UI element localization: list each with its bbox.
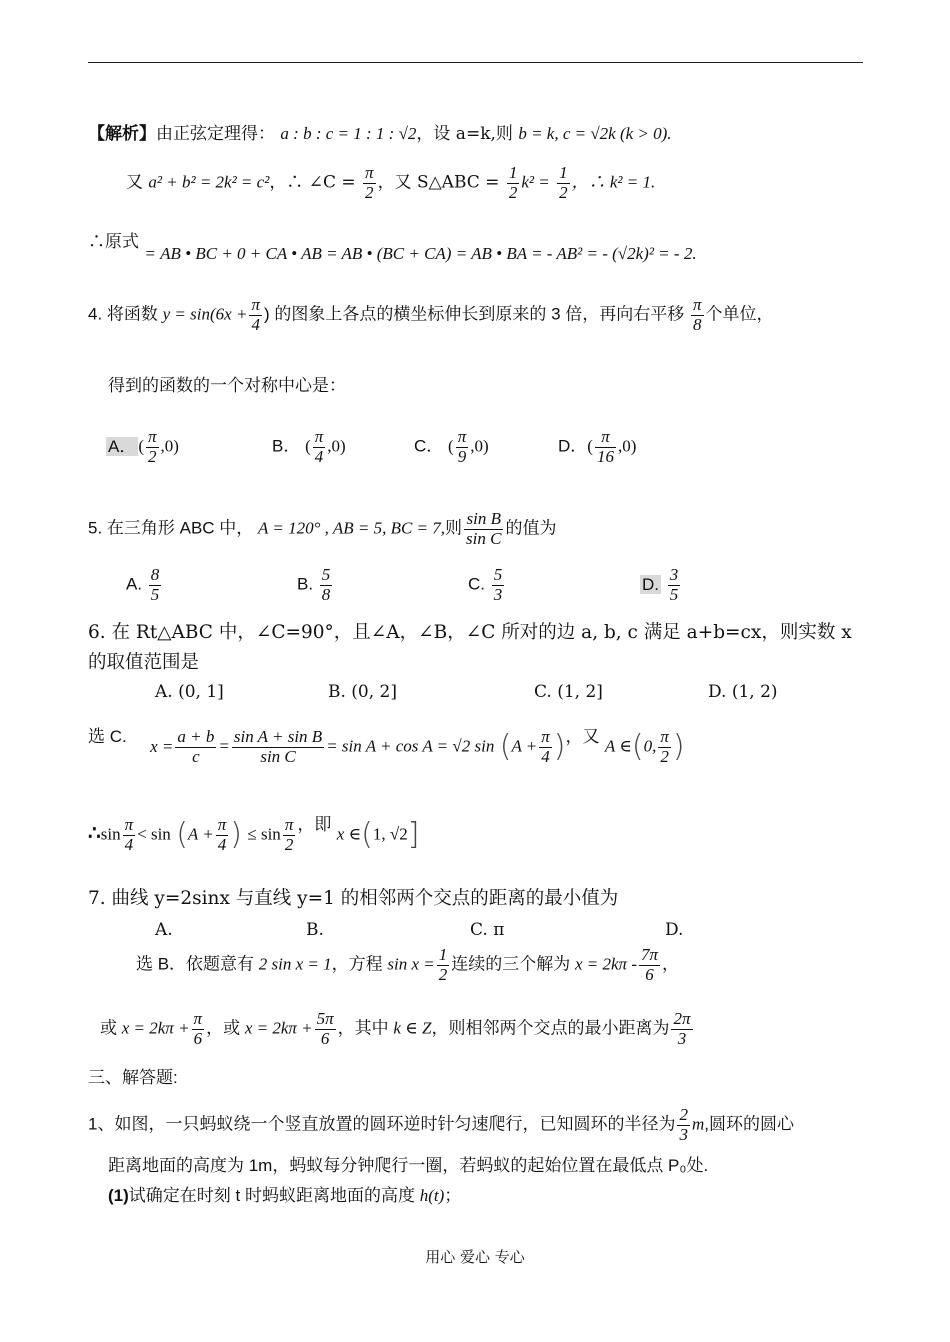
q6-also: ，又 <box>565 726 600 747</box>
th-interval: 1, √2 <box>372 824 408 844</box>
paren-right: ) <box>553 729 566 765</box>
q5-sin-frac: $\frac{\text{sin B}}{\text{sin C}}$ <box>466 509 502 548</box>
option-label: A. <box>126 574 143 594</box>
q6-pi2: $\frac{\pi}{2}$ <box>660 727 669 766</box>
q7-half: $\frac{1}{2}$ <box>438 945 448 984</box>
q4-option-b: B． ( $\frac{\pi}{4}$ ,0) <box>272 427 346 466</box>
area-text: ，又 S△ABC = <box>377 172 500 193</box>
q7-then: ，则相邻两个交点的最小距离为 <box>431 1018 670 1038</box>
q4-stem-b: ) 的图象上各点的横坐标伸长到原来的 3 倍，再向右平移 <box>263 304 685 324</box>
paren-left: ( <box>631 729 644 765</box>
th-pi4: $\frac{\pi}{4}$ <box>124 815 134 854</box>
q7-or2: ，或 <box>206 1018 241 1038</box>
part1-end: ； <box>444 1186 462 1205</box>
q7-option-d: D. <box>665 920 684 940</box>
radius-frac: $\frac{2}{3}$ <box>679 1105 688 1144</box>
half-frac: $\frac{1}{2}$ <box>559 163 568 202</box>
q4-option-a: A． ( $\frac{\pi}{2}$ ,0) <box>108 427 179 466</box>
also-text: 又 <box>126 172 143 193</box>
option-frac: $\frac{\pi}{4}$ <box>314 427 324 466</box>
s3-q1-part1 <box>108 1186 461 1206</box>
q7-option-b: B. <box>306 920 324 940</box>
q6-option-d: D. (1, 2) <box>708 682 778 702</box>
th-pi2: $\frac{\pi}{2}$ <box>284 815 294 854</box>
q6-stem-line1: 6. 在 Rt△ABC 中，∠C=90°，且∠A，∠B，∠C 所对的边 a, b, c 满足 a+b=cx，则实数 x <box>88 622 852 643</box>
th-pi4-b: $\frac{\pi}{4}$ <box>217 815 227 854</box>
option-label: A． <box>108 436 137 456</box>
q7-5pi6: $\frac{5\pi}{6}$ <box>316 1009 334 1048</box>
h-of-t: h(t) <box>419 1186 445 1205</box>
header-rule <box>88 62 863 63</box>
pythag-math: a² + b² = 2k² = c² <box>148 172 270 192</box>
option-frac: $\frac{\pi}{2}$ <box>148 427 157 466</box>
q7-7pi6: $\frac{7\pi}{6}$ <box>640 945 659 984</box>
paren-left: ( <box>499 729 512 765</box>
le-sin: ≤ sin <box>247 824 281 844</box>
option-frac: $\frac{5}{8}$ <box>321 565 331 604</box>
section-title: 三、解答题: <box>88 1068 178 1087</box>
option-frac: $\frac{5}{3}$ <box>493 565 503 604</box>
q4-stem-c: 个单位， <box>705 304 774 324</box>
th-x-in: x ∈ <box>336 824 362 844</box>
q6-stem-line2: 的取值范围是 <box>88 652 200 673</box>
q5-math: A = 120° , AB = 5, BC = 7, <box>258 518 446 538</box>
q7-sol-c: 连续的三个解为 <box>451 954 571 974</box>
q4-stem-a: 4. 将函数 <box>88 304 158 324</box>
q4-func: y = sin(6x + <box>162 304 248 324</box>
paren-right: ) <box>230 817 242 853</box>
q6-eq: = <box>218 736 230 756</box>
q7-where: ，其中 <box>337 1018 389 1038</box>
pi-over-2-frac: $\frac{\pi}{2}$ <box>365 163 374 202</box>
meter-unit: m <box>691 1114 705 1134</box>
q7-l2-m1: x = 2kπ + <box>121 1018 190 1038</box>
q4-option-c: C． ( $\frac{\pi}{9}$ ,0) <box>414 427 489 466</box>
bracket-right: ] <box>407 817 420 853</box>
analysis-line-1 <box>88 124 672 144</box>
q4-pi8-frac: $\frac{\pi}{8}$ <box>693 295 702 334</box>
q6-rest: = sin A + cos A = √2 sin <box>326 736 495 756</box>
q7-k-in-z: k ∈ Z <box>393 1018 432 1038</box>
q6-f2: $\frac{\text{sin A + sin B}}{\text{sin C}}$ <box>233 727 323 766</box>
q5-option-a <box>126 566 163 604</box>
k2-eq: k² = <box>521 172 550 192</box>
q7-stem: 7. 曲线 y=2sinx 与直线 y=1 的相邻两个交点的距离的最小值为 <box>88 888 619 909</box>
part1-text: 试确定在时刻 t 时蚂蚁距离地面的高度 <box>128 1186 415 1205</box>
s3-q1-b: ,圆环的圆心 <box>704 1114 794 1134</box>
therefore-c: ，∴ ∠C = <box>269 172 356 193</box>
q6-a-in: A ∈ <box>604 736 632 756</box>
paren-left: ( <box>361 817 373 853</box>
q6-f1: $\frac{a + b}{c}$ <box>177 727 215 766</box>
q6-option-a: A. (0, 1] <box>155 682 224 702</box>
q7-option-c: C. π <box>470 920 505 940</box>
option-label: D． <box>558 436 588 456</box>
paren-right: ) <box>672 729 685 765</box>
q7-m3: x = 2kπ - <box>574 954 637 974</box>
paren-left: ( <box>176 817 188 853</box>
option-label: D. <box>642 574 659 594</box>
q5-option-b <box>297 566 334 604</box>
bc-math: b = k, c = √2k (k > 0). <box>518 124 672 143</box>
option-frac: $\frac{3}{5}$ <box>669 565 679 604</box>
q6-a-plus: A + <box>511 736 538 756</box>
q7-m2: sin x = <box>387 954 435 974</box>
ratio-math: a : b : c = 1 : 1 : √2 <box>280 124 417 143</box>
q7-pi6: $\frac{\pi}{6}$ <box>193 1009 203 1048</box>
s3-q1-line2: 距离地面的高度为 1m，蚂蚁每分钟爬行一圈，若蚂蚁的起始位置在最低点 P₀处. <box>108 1156 709 1175</box>
q5-option-d <box>640 566 682 604</box>
page-footer: 用心 爱心 专心 <box>425 1248 525 1266</box>
s3-q1-line1 <box>88 1106 794 1144</box>
q5-stem-a: 5. 在三角形 ABC 中， <box>88 518 254 538</box>
q7-or: 或 <box>100 1018 117 1038</box>
q6-option-c: C. (1, 2] <box>534 682 603 702</box>
option-frac: $\frac{\pi}{9}$ <box>457 427 467 466</box>
option-label: B. <box>297 574 314 594</box>
option-label: C. <box>468 574 485 594</box>
q7-comma: ， <box>662 954 680 974</box>
option-frac: $\frac{\pi}{16}$ <box>596 427 614 466</box>
option-label: C． <box>414 436 444 456</box>
q6-answer: 选 C. <box>88 726 127 746</box>
q4-pi4-frac: $\frac{\pi}{4}$ <box>251 295 260 334</box>
q4-stem <box>88 296 774 334</box>
q7-sol-b: ，方程 <box>331 954 383 974</box>
q7-sol-a: 选 B．依题意有 <box>136 954 255 974</box>
q4-stem-line2: 得到的函数的一个对称中心是： <box>108 376 346 395</box>
q5-stem <box>88 510 556 548</box>
q6-zero: 0, <box>643 736 657 756</box>
q5-option-c <box>468 566 506 604</box>
th-ie: ，即 <box>297 814 332 835</box>
option-label: B． <box>272 436 301 456</box>
k2-one: ，∴ k² = 1. <box>571 172 656 192</box>
q6-option-b: B. (0, 2] <box>328 682 398 702</box>
original-expr-label: ∴原式 <box>88 232 139 252</box>
q5-then: 则 <box>445 518 463 538</box>
analysis-text: 由正弦定理得： <box>156 124 275 144</box>
q7-option-a: A. <box>155 920 173 940</box>
vector-expression: = AB • BC + 0 + CA • AB = AB • (BC + CA) = AB • BA = - AB² = - (√2k)² = - 2. <box>144 244 697 263</box>
q7-m1: 2 sin x = 1 <box>258 954 332 974</box>
one-half-frac: $\frac{1}{2}$ <box>508 163 518 202</box>
q6-solution-line1 <box>88 728 685 766</box>
q7-2pi3: $\frac{2\pi}{3}$ <box>673 1009 691 1048</box>
q7-solution-line2 <box>100 1010 695 1048</box>
option-frac: $\frac{8}{5}$ <box>150 565 160 604</box>
q6-pi4: $\frac{\pi}{4}$ <box>541 727 550 766</box>
q7-l2-m2: x = 2kπ + <box>244 1018 313 1038</box>
th-a-plus: A + <box>187 824 214 844</box>
q4-option-d: D．( $\frac{\pi}{16}$ ,0) <box>558 427 637 466</box>
q7-solution-line1 <box>136 946 679 984</box>
s3-q1-a: 1、如图，一只蚂蚁绕一个竖直放置的圆环逆时针匀速爬行，已知圆环的半径为 <box>88 1114 676 1134</box>
q5-tail: 的值为 <box>505 518 557 538</box>
part1-label: (1) <box>108 1186 129 1205</box>
lt-sin: < sin <box>137 824 171 844</box>
therefore-symbol: ∴ <box>88 820 101 845</box>
set-k-text: ，设 a=k,则 <box>416 124 513 144</box>
analysis-label: 【解析】 <box>88 124 156 143</box>
sin-text: sin <box>100 824 121 844</box>
q6-x: x = <box>150 736 174 756</box>
analysis-line-3 <box>88 232 697 263</box>
analysis-line-2 <box>126 164 655 202</box>
q6-solution-line2 <box>88 816 419 854</box>
